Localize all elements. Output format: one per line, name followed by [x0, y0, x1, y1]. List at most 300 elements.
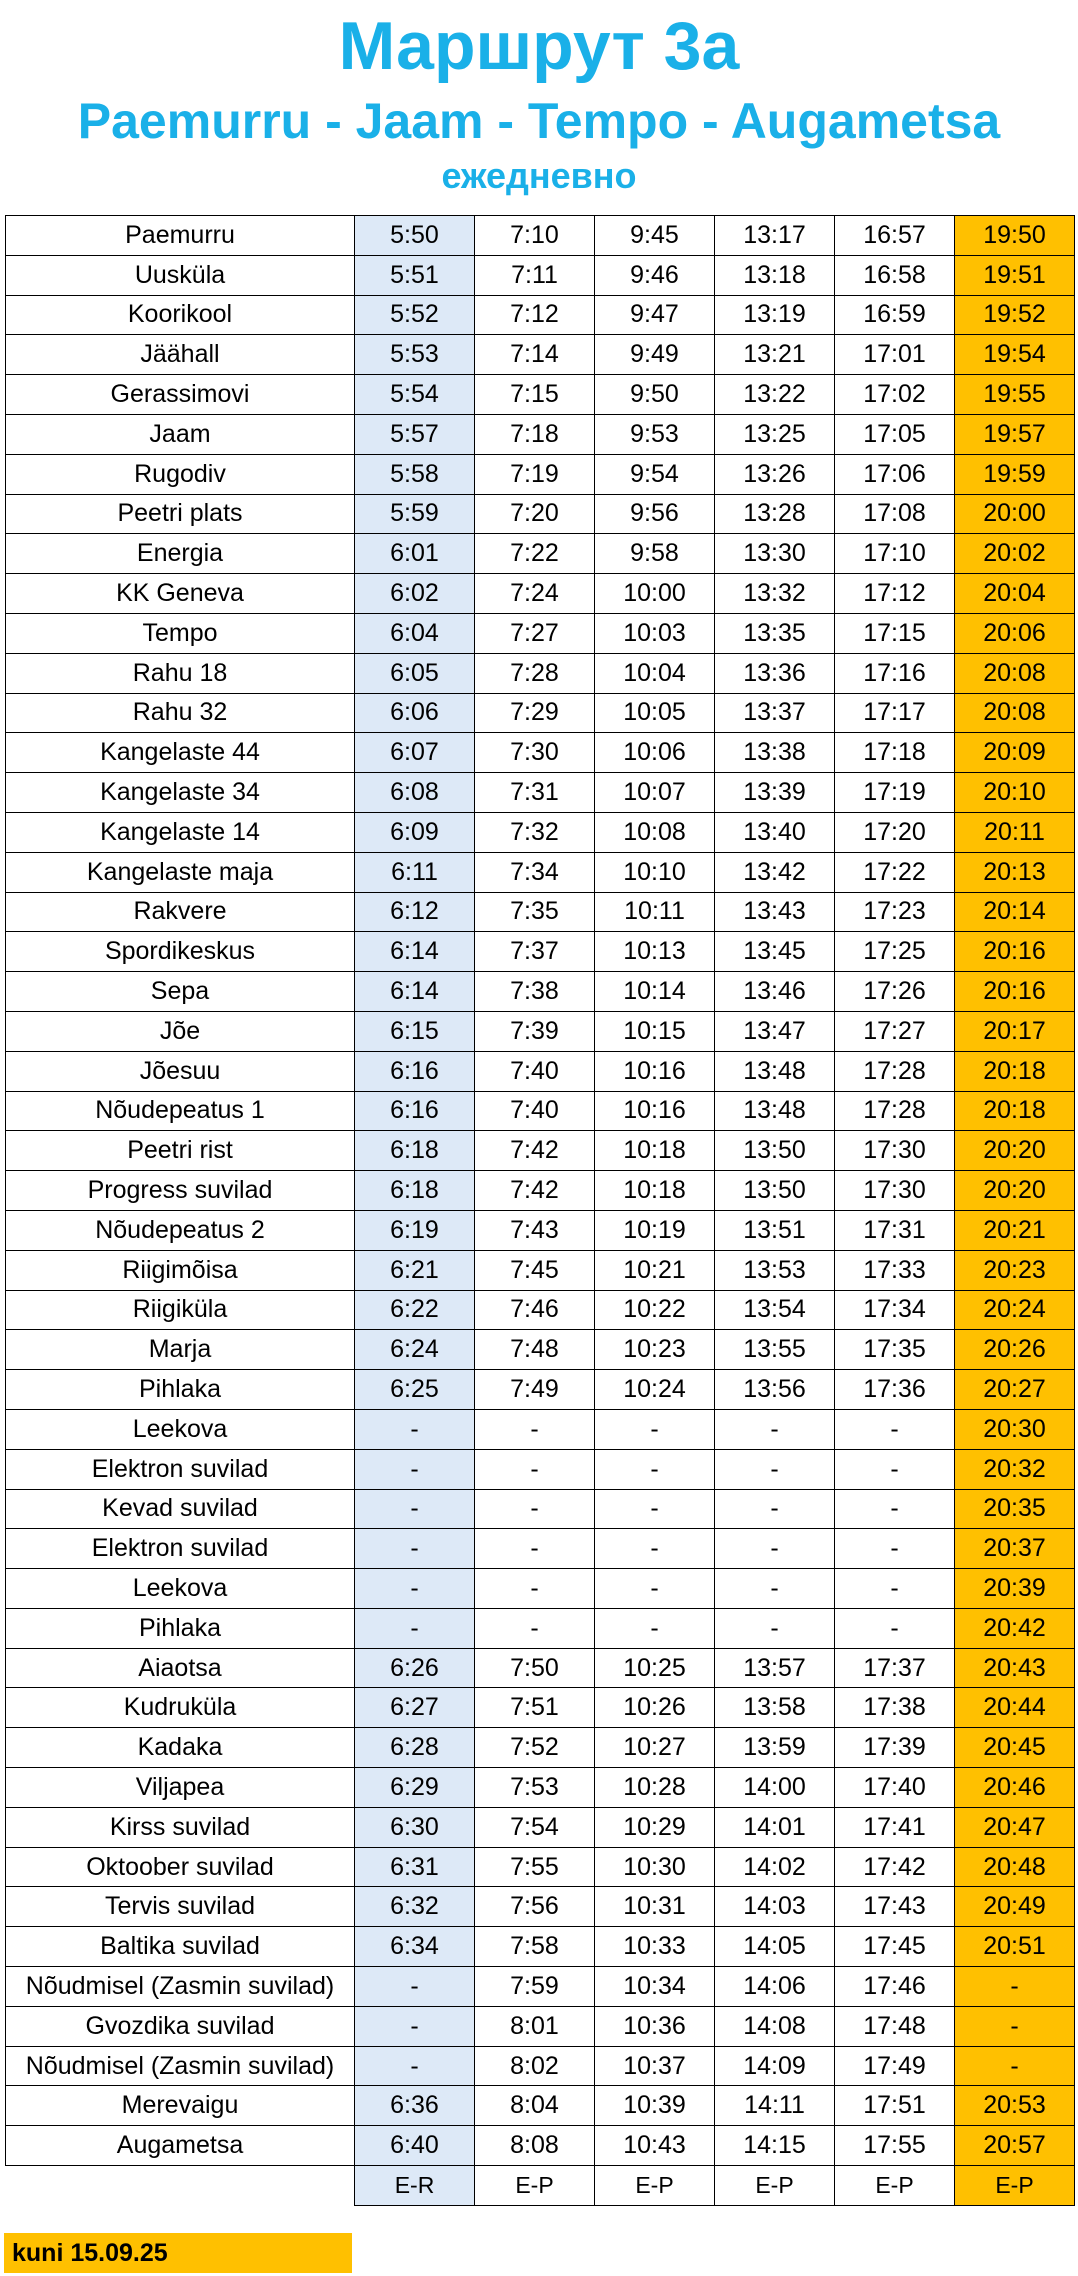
- departure-time: 10:19: [595, 1210, 715, 1250]
- departure-time: 17:08: [835, 494, 955, 534]
- stop-name: Rahu 32: [6, 693, 355, 733]
- departure-time: 6:19: [355, 1210, 475, 1250]
- departure-time: 13:18: [715, 255, 835, 295]
- departure-time: 17:30: [835, 1171, 955, 1211]
- departure-time: -: [835, 1608, 955, 1648]
- departure-time: 7:42: [475, 1131, 595, 1171]
- table-row: [6, 1290, 1075, 1330]
- stop-name: Baltika suvilad: [6, 1927, 355, 1967]
- departure-time: 7:59: [475, 1967, 595, 2007]
- departure-time: 17:28: [835, 1091, 955, 1131]
- departure-time: -: [475, 1529, 595, 1569]
- departure-time: 13:30: [715, 534, 835, 574]
- stop-name: Leekova: [6, 1409, 355, 1449]
- stop-name: Kangelaste maja: [6, 852, 355, 892]
- table-row: [6, 1171, 1075, 1211]
- departure-time: 16:57: [835, 216, 955, 256]
- table-row: [6, 574, 1075, 614]
- departure-time: 6:11: [355, 852, 475, 892]
- departure-time: 7:28: [475, 653, 595, 693]
- validity-note: kuni 15.09.25: [4, 2233, 352, 2273]
- stop-name: Peetri rist: [6, 1131, 355, 1171]
- departure-time: -: [835, 1409, 955, 1449]
- departure-time: 17:31: [835, 1210, 955, 1250]
- departure-time: -: [355, 1489, 475, 1529]
- departure-time: 10:22: [595, 1290, 715, 1330]
- departure-time: 17:19: [835, 773, 955, 813]
- departure-time: 17:38: [835, 1688, 955, 1728]
- table-row: [6, 852, 1075, 892]
- table-row: [6, 1847, 1075, 1887]
- departure-time: 20:11: [955, 812, 1075, 852]
- stop-name: Kangelaste 14: [6, 812, 355, 852]
- table-row: [6, 1768, 1075, 1808]
- departure-time: 5:58: [355, 454, 475, 494]
- departure-time: 6:27: [355, 1688, 475, 1728]
- departure-time: 20:00: [955, 494, 1075, 534]
- departure-time: 10:16: [595, 1051, 715, 1091]
- departure-time: 10:18: [595, 1171, 715, 1211]
- departure-time: 13:26: [715, 454, 835, 494]
- departure-time: 7:27: [475, 613, 595, 653]
- departure-time: 13:51: [715, 1210, 835, 1250]
- departure-time: 17:12: [835, 574, 955, 614]
- departure-time: 6:26: [355, 1648, 475, 1688]
- departure-time: 17:55: [835, 2126, 955, 2166]
- stop-name: Pihlaka: [6, 1608, 355, 1648]
- departure-time: 5:54: [355, 375, 475, 415]
- departure-time: 10:08: [595, 812, 715, 852]
- departure-time: 7:22: [475, 534, 595, 574]
- departure-time: 10:21: [595, 1250, 715, 1290]
- departure-time: 10:04: [595, 653, 715, 693]
- departure-time: 14:15: [715, 2126, 835, 2166]
- departure-time: 20:46: [955, 1768, 1075, 1808]
- departure-time: 20:43: [955, 1648, 1075, 1688]
- table-row: [6, 375, 1075, 415]
- table-row: [6, 1449, 1075, 1489]
- departure-time: -: [595, 1608, 715, 1648]
- table-row: [6, 733, 1075, 773]
- stop-name: Gerassimovi: [6, 375, 355, 415]
- departure-time: 20:16: [955, 932, 1075, 972]
- departure-time: 10:27: [595, 1728, 715, 1768]
- departure-time: 17:23: [835, 892, 955, 932]
- departure-time: 17:02: [835, 375, 955, 415]
- day-code: E-P: [835, 2166, 955, 2206]
- departure-time: 7:58: [475, 1927, 595, 1967]
- departure-time: 6:31: [355, 1847, 475, 1887]
- departure-time: 13:35: [715, 613, 835, 653]
- departure-time: -: [715, 1489, 835, 1529]
- departure-time: -: [475, 1409, 595, 1449]
- table-row: [6, 812, 1075, 852]
- departure-time: -: [475, 1608, 595, 1648]
- stop-name: Marja: [6, 1330, 355, 1370]
- departure-time: 9:49: [595, 335, 715, 375]
- departure-time: 17:28: [835, 1051, 955, 1091]
- departure-time: 10:15: [595, 1011, 715, 1051]
- departure-time: 17:45: [835, 1927, 955, 1967]
- departure-time: 6:18: [355, 1171, 475, 1211]
- departure-time: 10:06: [595, 733, 715, 773]
- departure-time: 13:19: [715, 295, 835, 335]
- departure-time: 7:51: [475, 1688, 595, 1728]
- table-row: [6, 335, 1075, 375]
- departure-time: 7:10: [475, 216, 595, 256]
- departure-time: 7:55: [475, 1847, 595, 1887]
- table-row: [6, 1728, 1075, 1768]
- departure-time: 20:18: [955, 1091, 1075, 1131]
- departure-time: 20:18: [955, 1051, 1075, 1091]
- departure-time: 20:35: [955, 1489, 1075, 1529]
- stop-name: Rakvere: [6, 892, 355, 932]
- stop-name: Leekova: [6, 1569, 355, 1609]
- table-row: [6, 1370, 1075, 1410]
- departure-time: 6:34: [355, 1927, 475, 1967]
- departure-time: 10:37: [595, 2046, 715, 2086]
- departure-time: 7:30: [475, 733, 595, 773]
- departure-time: 7:35: [475, 892, 595, 932]
- departure-time: 14:09: [715, 2046, 835, 2086]
- departure-time: 10:25: [595, 1648, 715, 1688]
- departure-time: 6:36: [355, 2086, 475, 2126]
- departure-time: 5:52: [355, 295, 475, 335]
- departure-time: 7:48: [475, 1330, 595, 1370]
- departure-time: 20:21: [955, 1210, 1075, 1250]
- departure-time: 7:40: [475, 1051, 595, 1091]
- departure-time: 13:48: [715, 1051, 835, 1091]
- departure-time: 17:49: [835, 2046, 955, 2086]
- departure-time: 20:13: [955, 852, 1075, 892]
- departure-time: 17:26: [835, 972, 955, 1012]
- departure-time: -: [955, 2006, 1075, 2046]
- stop-name: Kevad suvilad: [6, 1489, 355, 1529]
- departure-time: 17:18: [835, 733, 955, 773]
- departure-time: -: [835, 1489, 955, 1529]
- departure-time: 6:24: [355, 1330, 475, 1370]
- departure-time: -: [715, 1569, 835, 1609]
- departure-time: 14:01: [715, 1807, 835, 1847]
- departure-time: 10:30: [595, 1847, 715, 1887]
- stop-name: Koorikool: [6, 295, 355, 335]
- day-code: E-P: [955, 2166, 1075, 2206]
- departure-time: 20:26: [955, 1330, 1075, 1370]
- departure-time: 10:00: [595, 574, 715, 614]
- stop-name: Gvozdika suvilad: [6, 2006, 355, 2046]
- departure-time: 6:14: [355, 932, 475, 972]
- departure-time: 9:46: [595, 255, 715, 295]
- departure-time: 6:14: [355, 972, 475, 1012]
- table-row: [6, 1967, 1075, 2007]
- departure-time: 5:57: [355, 414, 475, 454]
- departure-time: 7:42: [475, 1171, 595, 1211]
- departure-time: 13:17: [715, 216, 835, 256]
- departure-time: -: [355, 1569, 475, 1609]
- departure-time: 6:28: [355, 1728, 475, 1768]
- departure-time: 17:42: [835, 1847, 955, 1887]
- departure-time: 10:29: [595, 1807, 715, 1847]
- departure-time: 6:29: [355, 1768, 475, 1808]
- departure-time: 20:08: [955, 693, 1075, 733]
- table-row: [6, 2046, 1075, 2086]
- departure-time: 17:48: [835, 2006, 955, 2046]
- departure-time: 6:05: [355, 653, 475, 693]
- departure-time: -: [715, 1529, 835, 1569]
- departure-time: 6:02: [355, 574, 475, 614]
- departure-time: 17:39: [835, 1728, 955, 1768]
- departure-time: -: [715, 1409, 835, 1449]
- departure-time: 7:50: [475, 1648, 595, 1688]
- timetable-body: [6, 216, 1075, 2206]
- table-row: [6, 1688, 1075, 1728]
- departure-time: 13:45: [715, 932, 835, 972]
- departure-time: 7:31: [475, 773, 595, 813]
- departure-time: 5:53: [355, 335, 475, 375]
- stop-name: Jõe: [6, 1011, 355, 1051]
- departure-time: -: [355, 2006, 475, 2046]
- departure-time: 6:22: [355, 1290, 475, 1330]
- departure-time: 6:32: [355, 1887, 475, 1927]
- departure-time: 13:53: [715, 1250, 835, 1290]
- departure-time: 14:05: [715, 1927, 835, 1967]
- departure-time: 9:45: [595, 216, 715, 256]
- departure-time: 20:14: [955, 892, 1075, 932]
- departure-time: 10:39: [595, 2086, 715, 2126]
- table-row: [6, 454, 1075, 494]
- day-codes-row: [6, 2166, 1075, 2206]
- departure-time: 10:07: [595, 773, 715, 813]
- table-row: [6, 1927, 1075, 1967]
- day-code: E-P: [595, 2166, 715, 2206]
- departure-time: 13:43: [715, 892, 835, 932]
- departure-time: 10:18: [595, 1131, 715, 1171]
- departure-time: 6:16: [355, 1051, 475, 1091]
- departure-time: 6:16: [355, 1091, 475, 1131]
- departure-time: -: [595, 1569, 715, 1609]
- departure-time: 13:48: [715, 1091, 835, 1131]
- departure-time: -: [475, 1449, 595, 1489]
- table-row: [6, 1131, 1075, 1171]
- departure-time: 20:48: [955, 1847, 1075, 1887]
- departure-time: 13:21: [715, 335, 835, 375]
- departure-time: 13:38: [715, 733, 835, 773]
- departure-time: 17:06: [835, 454, 955, 494]
- departure-time: -: [835, 1529, 955, 1569]
- stop-name: Riigiküla: [6, 1290, 355, 1330]
- departure-time: 20:47: [955, 1807, 1075, 1847]
- departure-time: 14:06: [715, 1967, 835, 2007]
- departure-time: 10:24: [595, 1370, 715, 1410]
- departure-time: 6:30: [355, 1807, 475, 1847]
- stop-name: Nõudmisel (Zasmin suvilad): [6, 1967, 355, 2007]
- departure-time: -: [595, 1409, 715, 1449]
- departure-time: 6:06: [355, 693, 475, 733]
- table-row: [6, 932, 1075, 972]
- departure-time: 13:55: [715, 1330, 835, 1370]
- departure-time: 13:58: [715, 1688, 835, 1728]
- departure-time: 19:52: [955, 295, 1075, 335]
- departure-time: 20:24: [955, 1290, 1075, 1330]
- departure-time: 20:32: [955, 1449, 1075, 1489]
- departure-time: 6:01: [355, 534, 475, 574]
- stop-name: Rugodiv: [6, 454, 355, 494]
- departure-time: 13:59: [715, 1728, 835, 1768]
- departure-time: 7:43: [475, 1210, 595, 1250]
- departure-time: -: [475, 1489, 595, 1529]
- departure-time: -: [355, 1409, 475, 1449]
- departure-time: 7:32: [475, 812, 595, 852]
- departure-time: 20:16: [955, 972, 1075, 1012]
- stop-name: Kangelaste 34: [6, 773, 355, 813]
- departure-time: 6:25: [355, 1370, 475, 1410]
- departure-time: 16:58: [835, 255, 955, 295]
- departure-time: 9:53: [595, 414, 715, 454]
- departure-time: 7:39: [475, 1011, 595, 1051]
- departure-time: 19:59: [955, 454, 1075, 494]
- route-title: Маршрут 3а: [338, 8, 740, 84]
- departure-time: 17:01: [835, 335, 955, 375]
- departure-time: 20:04: [955, 574, 1075, 614]
- stop-name: Elektron suvilad: [6, 1529, 355, 1569]
- departure-time: 17:27: [835, 1011, 955, 1051]
- departure-time: 8:08: [475, 2126, 595, 2166]
- departure-time: 7:56: [475, 1887, 595, 1927]
- departure-time: 10:13: [595, 932, 715, 972]
- departure-time: -: [475, 1569, 595, 1609]
- departure-time: 9:58: [595, 534, 715, 574]
- departure-time: 13:40: [715, 812, 835, 852]
- departure-time: 10:03: [595, 613, 715, 653]
- table-row: [6, 494, 1075, 534]
- day-code: E-P: [715, 2166, 835, 2206]
- table-row: [6, 2126, 1075, 2166]
- departure-time: 13:28: [715, 494, 835, 534]
- departure-time: 19:57: [955, 414, 1075, 454]
- departure-time: 14:08: [715, 2006, 835, 2046]
- departure-time: 20:20: [955, 1131, 1075, 1171]
- departure-time: 20:39: [955, 1569, 1075, 1609]
- departure-time: 7:52: [475, 1728, 595, 1768]
- table-row: [6, 216, 1075, 256]
- departure-time: 6:40: [355, 2126, 475, 2166]
- departure-time: 17:36: [835, 1370, 955, 1410]
- table-row: [6, 1210, 1075, 1250]
- departure-time: 17:05: [835, 414, 955, 454]
- departure-time: 14:02: [715, 1847, 835, 1887]
- departure-time: 17:40: [835, 1768, 955, 1808]
- stop-name: Energia: [6, 534, 355, 574]
- table-row: [6, 693, 1075, 733]
- departure-time: 9:47: [595, 295, 715, 335]
- departure-time: 17:22: [835, 852, 955, 892]
- departure-time: 9:56: [595, 494, 715, 534]
- stop-name: Elektron suvilad: [6, 1449, 355, 1489]
- departure-time: 20:30: [955, 1409, 1075, 1449]
- departure-time: 20:17: [955, 1011, 1075, 1051]
- departure-time: -: [715, 1449, 835, 1489]
- stop-name: Augametsa: [6, 2126, 355, 2166]
- table-row: [6, 972, 1075, 1012]
- table-row: [6, 1489, 1075, 1529]
- departure-time: 10:34: [595, 1967, 715, 2007]
- departure-time: 10:33: [595, 1927, 715, 1967]
- departure-time: 17:43: [835, 1887, 955, 1927]
- route-subtitle: Paemurru - Jaam - Tempo - Augametsa: [77, 93, 1001, 149]
- table-row: [6, 773, 1075, 813]
- empty-cell: [6, 2166, 355, 2206]
- departure-time: 20:08: [955, 653, 1075, 693]
- departure-time: 7:34: [475, 852, 595, 892]
- departure-time: 17:46: [835, 1967, 955, 2007]
- departure-time: 17:17: [835, 693, 955, 733]
- table-row: [6, 1409, 1075, 1449]
- table-row: [6, 1608, 1075, 1648]
- departure-time: 8:02: [475, 2046, 595, 2086]
- departure-time: 7:49: [475, 1370, 595, 1410]
- stop-name: Nõudepeatus 1: [6, 1091, 355, 1131]
- departure-time: 10:23: [595, 1330, 715, 1370]
- table-row: [6, 1807, 1075, 1847]
- stop-name: Viljapea: [6, 1768, 355, 1808]
- stop-name: Jäähall: [6, 335, 355, 375]
- departure-time: -: [355, 1449, 475, 1489]
- departure-time: 10:16: [595, 1091, 715, 1131]
- departure-time: 10:28: [595, 1768, 715, 1808]
- departure-time: 5:59: [355, 494, 475, 534]
- departure-time: 14:00: [715, 1768, 835, 1808]
- departure-time: 7:46: [475, 1290, 595, 1330]
- table-row: [6, 414, 1075, 454]
- departure-time: 10:11: [595, 892, 715, 932]
- departure-time: 10:10: [595, 852, 715, 892]
- stop-name: Spordikeskus: [6, 932, 355, 972]
- stop-name: Riigimõisa: [6, 1250, 355, 1290]
- stop-name: Jaam: [6, 414, 355, 454]
- departure-time: 20:45: [955, 1728, 1075, 1768]
- table-row: [6, 1569, 1075, 1609]
- departure-time: 20:20: [955, 1171, 1075, 1211]
- departure-time: 20:27: [955, 1370, 1075, 1410]
- table-row: [6, 1648, 1075, 1688]
- departure-time: 5:50: [355, 216, 475, 256]
- stop-name: Nõudmisel (Zasmin suvilad): [6, 2046, 355, 2086]
- stop-name: Kangelaste 44: [6, 733, 355, 773]
- table-row: [6, 295, 1075, 335]
- departure-time: 20:44: [955, 1688, 1075, 1728]
- departure-time: 10:43: [595, 2126, 715, 2166]
- departure-time: -: [835, 1569, 955, 1609]
- stop-name: Paemurru: [6, 216, 355, 256]
- departure-time: 7:18: [475, 414, 595, 454]
- departure-time: 13:47: [715, 1011, 835, 1051]
- stop-name: Sepa: [6, 972, 355, 1012]
- departure-time: 20:02: [955, 534, 1075, 574]
- departure-time: 9:50: [595, 375, 715, 415]
- table-row: [6, 653, 1075, 693]
- departure-time: 17:30: [835, 1131, 955, 1171]
- timetable: [5, 215, 1075, 2206]
- table-row: [6, 1330, 1075, 1370]
- departure-time: 14:11: [715, 2086, 835, 2126]
- departure-time: 13:36: [715, 653, 835, 693]
- departure-time: 8:01: [475, 2006, 595, 2046]
- table-row: [6, 2006, 1075, 2046]
- departure-time: 6:15: [355, 1011, 475, 1051]
- departure-time: 7:38: [475, 972, 595, 1012]
- departure-time: 10:26: [595, 1688, 715, 1728]
- departure-time: 10:36: [595, 2006, 715, 2046]
